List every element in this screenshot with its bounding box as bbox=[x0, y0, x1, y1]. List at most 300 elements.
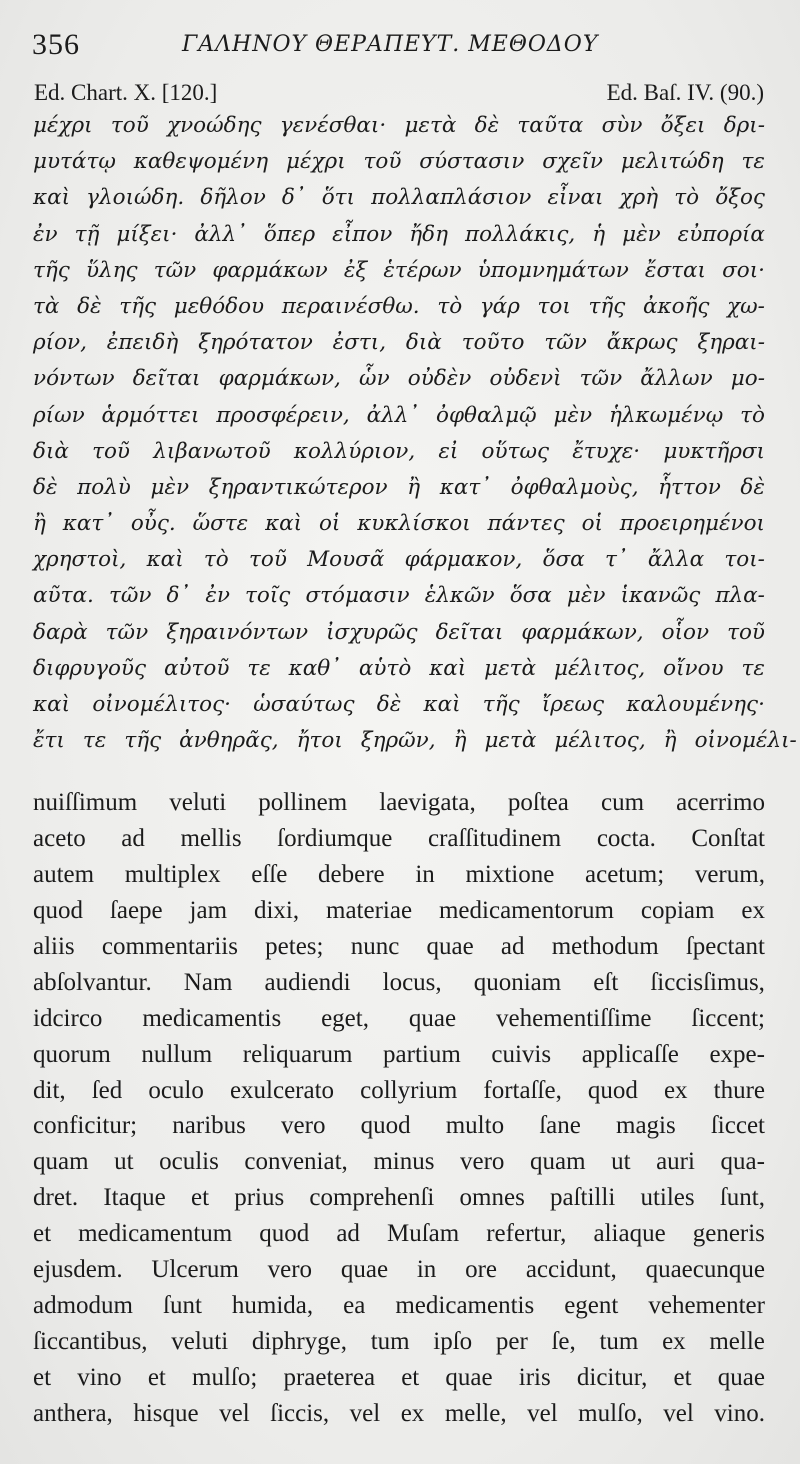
word: οἱ bbox=[318, 511, 341, 537]
word: ſiccisſimus, bbox=[650, 968, 765, 996]
word: ξηραινόντων bbox=[166, 619, 309, 645]
word: nuiſſimum bbox=[33, 789, 138, 816]
word: τῶν bbox=[108, 583, 152, 609]
word: ἀκοῆς bbox=[642, 293, 710, 319]
word: mulſo, bbox=[578, 1399, 643, 1427]
word: ſordiumque bbox=[277, 824, 393, 852]
word: τοῦ bbox=[92, 438, 131, 464]
word: καὶ bbox=[265, 511, 303, 537]
word: quorum bbox=[33, 1040, 111, 1068]
word: abſolvantur. bbox=[33, 968, 152, 996]
running-title: ΓΑΛΗΝΟΥ ΘΕΡΑΠΕΥΤ. ΜΕΘΟΔΟΥ bbox=[182, 32, 599, 57]
word: τ᾽ bbox=[604, 547, 628, 573]
word: expe- bbox=[709, 1040, 765, 1068]
word: tum bbox=[599, 1328, 639, 1356]
word: eſſe bbox=[251, 860, 288, 888]
word: ex bbox=[662, 1328, 686, 1356]
word: aliaque bbox=[593, 1220, 666, 1248]
word: δαρὰ bbox=[33, 619, 88, 645]
word: προειρημένοι bbox=[619, 511, 765, 537]
word: τῶν bbox=[153, 257, 197, 283]
word: τῆς bbox=[124, 728, 162, 754]
word: applicaſſe bbox=[581, 1040, 679, 1068]
word: ἔτυχε· bbox=[572, 438, 641, 464]
word: nullum bbox=[141, 1040, 213, 1068]
word: δεῖται bbox=[132, 366, 201, 392]
word: magis bbox=[616, 1112, 676, 1140]
word: διφρυγοῦς bbox=[33, 655, 147, 681]
word: ὡσαύτως bbox=[253, 692, 355, 717]
word: ἄκρως bbox=[606, 330, 678, 356]
word: craſſitudinem bbox=[427, 824, 562, 852]
word: ὅτι bbox=[321, 185, 355, 211]
greek-text-line bbox=[33, 542, 765, 578]
word: naribus bbox=[172, 1112, 246, 1140]
word: melle bbox=[709, 1328, 765, 1356]
word: admodum bbox=[33, 1292, 133, 1320]
greek-text-line bbox=[33, 253, 765, 289]
word: minus bbox=[373, 1148, 435, 1176]
word: quae bbox=[717, 1364, 765, 1391]
word: vel bbox=[219, 1399, 250, 1427]
word: κατ᾽ bbox=[62, 511, 114, 537]
word: materiae bbox=[326, 896, 413, 924]
latin-text-line bbox=[33, 1288, 765, 1324]
word: audiendi bbox=[264, 968, 351, 996]
word: καλουμένης· bbox=[626, 692, 765, 717]
word: σοι· bbox=[722, 257, 765, 283]
word: ταῦτα bbox=[517, 113, 584, 138]
word: ὥστε bbox=[192, 511, 249, 537]
word: τῆς bbox=[588, 293, 626, 319]
word: et bbox=[190, 1184, 210, 1212]
greek-text-line bbox=[33, 434, 765, 470]
word: generis bbox=[692, 1220, 765, 1248]
word: dit, bbox=[33, 1076, 66, 1104]
word: et bbox=[673, 1364, 692, 1391]
word: ejusdem. bbox=[33, 1256, 123, 1284]
word: per bbox=[495, 1328, 528, 1356]
word: vel bbox=[663, 1399, 694, 1427]
word: ex bbox=[400, 1399, 425, 1427]
word: et bbox=[401, 1364, 420, 1391]
word: τῆς bbox=[33, 257, 70, 283]
word: δεῖται bbox=[435, 619, 504, 645]
word: δ᾽ bbox=[281, 185, 306, 211]
word: oculis bbox=[159, 1148, 219, 1176]
word: οἰνομέλιτος· bbox=[92, 692, 231, 717]
word: cum bbox=[600, 789, 645, 816]
word: δὲ bbox=[376, 692, 402, 717]
word: κολλύριον, bbox=[293, 438, 416, 464]
word: δρι- bbox=[723, 113, 765, 138]
word: quod bbox=[587, 1076, 638, 1104]
word: μο- bbox=[730, 366, 765, 392]
word: ρίον, bbox=[33, 330, 87, 356]
word: mellis bbox=[180, 824, 242, 852]
word: εὐπορία bbox=[677, 221, 765, 247]
word: eget, bbox=[321, 1004, 369, 1032]
word: dixi, bbox=[253, 896, 300, 924]
word: ἤδη bbox=[409, 221, 448, 247]
word: λιβανωτοῦ bbox=[153, 438, 271, 464]
word: ipſo bbox=[433, 1328, 473, 1356]
latin-text-column bbox=[33, 785, 765, 1432]
word: προσφέρειν, bbox=[216, 402, 350, 428]
word: exulcerato bbox=[229, 1076, 335, 1104]
edition-basel-reference: Ed. Baſ. IV. (90.) bbox=[606, 80, 764, 105]
word: mixtione bbox=[465, 860, 555, 888]
word: ore bbox=[465, 1256, 498, 1284]
word: ἐν bbox=[33, 221, 58, 247]
word: μυκτῆρσι bbox=[663, 438, 765, 464]
word: πολλαπλάσιον bbox=[371, 185, 532, 211]
word: οἷον bbox=[661, 619, 710, 645]
word: ἢ bbox=[407, 474, 421, 500]
word: τῶν bbox=[579, 366, 623, 392]
word: μὲν bbox=[566, 583, 606, 609]
word: ἢ bbox=[453, 728, 467, 754]
latin-text-line bbox=[33, 1180, 765, 1216]
word: omnes bbox=[459, 1184, 525, 1212]
word: ἔσται bbox=[644, 257, 706, 283]
word: ἤτοι bbox=[296, 728, 343, 754]
running-head bbox=[32, 28, 760, 64]
word: τῆς bbox=[482, 692, 520, 717]
word: τῶν bbox=[105, 619, 149, 645]
word: ſiccantibus, bbox=[33, 1328, 148, 1356]
greek-text-line bbox=[33, 361, 765, 397]
word: melle, bbox=[444, 1399, 507, 1427]
word: μέλιτος, bbox=[554, 728, 646, 754]
word: conficitur; bbox=[33, 1112, 138, 1140]
word: medicamentis bbox=[142, 1004, 282, 1032]
word: comprehenſi bbox=[309, 1184, 435, 1212]
page-number: 356 bbox=[32, 28, 80, 61]
word: ſed bbox=[91, 1076, 123, 1104]
word: vino. bbox=[714, 1399, 765, 1427]
word: ἑλκῶν bbox=[424, 583, 495, 609]
latin-text-line bbox=[33, 1108, 765, 1144]
word: ὄξει bbox=[660, 113, 706, 138]
word: jam bbox=[189, 896, 228, 924]
word: μέχρι bbox=[33, 113, 93, 138]
word: μέχρι bbox=[286, 149, 346, 175]
word: auri bbox=[656, 1148, 695, 1176]
word: ἐν bbox=[205, 583, 230, 609]
word: ſpectant bbox=[685, 932, 765, 960]
word: conveniat, bbox=[244, 1148, 348, 1176]
latin-text-line bbox=[33, 893, 765, 929]
word: Ulcerum bbox=[151, 1256, 239, 1284]
greek-text-line bbox=[33, 289, 765, 325]
word: ad bbox=[336, 1220, 360, 1248]
word: οὐδενὶ bbox=[489, 366, 562, 392]
word: ὀφθαλμοὺς, bbox=[510, 474, 639, 500]
word: τὰ bbox=[33, 293, 60, 319]
word: κυκλίσκοι bbox=[357, 511, 471, 537]
word: verum, bbox=[694, 860, 765, 888]
word: petes; bbox=[265, 932, 324, 960]
word: thure bbox=[713, 1076, 765, 1104]
word: ὅσα bbox=[509, 583, 552, 609]
greek-text-line bbox=[33, 398, 765, 434]
word: quoniam bbox=[473, 968, 562, 996]
word: καθεψομένη bbox=[133, 149, 269, 175]
word: οἰνομέλι- bbox=[694, 728, 797, 754]
word: καὶ bbox=[33, 185, 71, 211]
word: Conſtat bbox=[691, 824, 765, 852]
word: οὐδὲν bbox=[407, 366, 472, 392]
greek-text-line bbox=[33, 578, 765, 614]
word: locus, bbox=[382, 968, 442, 996]
word: οἱ bbox=[581, 511, 603, 537]
word: αὑτὸ bbox=[358, 655, 412, 681]
word: quae bbox=[445, 1364, 493, 1391]
word: μίξει· bbox=[116, 221, 178, 247]
edition-chartier-reference: Ed. Chart. X. [120.] bbox=[34, 80, 218, 105]
word: πολὺ bbox=[77, 474, 131, 500]
word: δῆλον bbox=[200, 185, 266, 211]
edition-references bbox=[34, 80, 764, 110]
word: aceto bbox=[33, 824, 86, 852]
word: μετὰ bbox=[404, 113, 457, 138]
word: medicamentum bbox=[78, 1220, 233, 1248]
word: ſaepe bbox=[109, 896, 163, 924]
word: τοῦ bbox=[248, 547, 287, 573]
word: Itaque bbox=[103, 1184, 166, 1212]
word: τοῦτο bbox=[461, 330, 525, 356]
word: poſtea bbox=[507, 789, 569, 816]
greek-text-line bbox=[33, 180, 765, 216]
word: vehementer bbox=[648, 1292, 765, 1320]
greek-text-column bbox=[33, 108, 797, 759]
word: vel bbox=[349, 1399, 381, 1427]
greek-text-line bbox=[33, 217, 765, 253]
latin-text-line bbox=[33, 1144, 765, 1180]
word: τῇ bbox=[74, 221, 100, 247]
word: καὶ bbox=[423, 692, 461, 717]
word: quae bbox=[426, 932, 474, 960]
word: χνοώδης bbox=[167, 113, 262, 138]
word: τὸ bbox=[203, 547, 229, 573]
greek-text-line bbox=[33, 615, 765, 651]
word: ſe, bbox=[551, 1328, 576, 1356]
word: σύστασιν bbox=[419, 149, 525, 175]
word: τε bbox=[82, 728, 107, 754]
latin-text-line bbox=[33, 965, 765, 1001]
word: καὶ bbox=[33, 692, 71, 717]
word: τοι bbox=[537, 293, 571, 319]
word: ἧττον bbox=[658, 474, 721, 500]
word: γάρ bbox=[479, 293, 520, 319]
word: ἀνθηρᾶς, bbox=[179, 728, 279, 754]
word: ξηρότατον bbox=[198, 330, 313, 356]
word: τὸ bbox=[740, 402, 765, 428]
latin-text-line bbox=[33, 1037, 765, 1073]
word: ſiccis, bbox=[270, 1399, 330, 1427]
word: in bbox=[416, 1256, 437, 1284]
greek-text-line bbox=[33, 651, 765, 687]
word: ut bbox=[114, 1148, 134, 1176]
latin-text-line bbox=[33, 1252, 765, 1288]
greek-text-line bbox=[33, 470, 765, 506]
word: ξηραντικώτερον bbox=[208, 474, 388, 500]
word: ὧν bbox=[359, 366, 390, 392]
word: medicamentorum bbox=[438, 896, 614, 924]
greek-text-line bbox=[33, 325, 765, 361]
word: cuivis bbox=[491, 1040, 552, 1068]
word: ὑπομνημάτων bbox=[477, 257, 629, 283]
word: φαρμάκων, bbox=[521, 619, 644, 645]
word: τὸ bbox=[437, 293, 463, 319]
word: εἶναι bbox=[547, 185, 604, 211]
word: hisque bbox=[133, 1399, 199, 1427]
word: methodum bbox=[551, 932, 659, 960]
word: δὲ bbox=[33, 474, 58, 500]
word: vel bbox=[527, 1399, 558, 1427]
word: quod bbox=[33, 896, 83, 924]
word: in bbox=[415, 860, 435, 888]
word: ρίων bbox=[33, 402, 85, 428]
word: ξηραι- bbox=[697, 330, 765, 356]
word: μυτάτῳ bbox=[33, 149, 116, 175]
word: prius bbox=[234, 1184, 285, 1212]
word: μὲν bbox=[150, 474, 190, 500]
word: vino bbox=[77, 1364, 122, 1391]
word: nunc bbox=[350, 932, 400, 960]
latin-text-line bbox=[33, 929, 765, 965]
greek-text-line bbox=[33, 687, 765, 723]
word: χρὴ bbox=[619, 185, 659, 211]
word: ἀλλ᾽ bbox=[366, 402, 420, 428]
word: ut bbox=[611, 1148, 631, 1176]
word: περαινέσθω. bbox=[281, 293, 420, 319]
word: ad bbox=[121, 824, 145, 852]
word: ἰσχυρῶς bbox=[326, 619, 418, 645]
word: mulſo; bbox=[192, 1364, 258, 1391]
word: αὐτοῦ bbox=[163, 655, 230, 681]
word: quod bbox=[360, 1112, 411, 1140]
latin-text-line bbox=[33, 1324, 765, 1360]
word: ὄξος bbox=[715, 185, 765, 211]
word: praeterea bbox=[283, 1364, 376, 1391]
word: φαρμάκων bbox=[212, 257, 328, 283]
word: ἄλλα bbox=[647, 547, 705, 573]
latin-text-line bbox=[33, 1073, 765, 1109]
word: ad bbox=[500, 932, 525, 960]
word: ἐπειδὴ bbox=[106, 330, 179, 356]
word: idcirco bbox=[33, 1004, 103, 1032]
word: ſane bbox=[539, 1112, 581, 1140]
word: χρηστοὶ, bbox=[33, 547, 127, 573]
word: quae bbox=[408, 1004, 457, 1032]
word: τῶν bbox=[544, 330, 587, 356]
word: ex bbox=[741, 896, 765, 924]
word: δὲ bbox=[77, 293, 102, 319]
word: ἴρεως bbox=[541, 692, 605, 717]
latin-text-line bbox=[33, 821, 765, 857]
word: οὕτως bbox=[481, 438, 550, 464]
greek-text-line bbox=[33, 108, 765, 144]
word: multiplex bbox=[124, 860, 221, 888]
word: μὲν bbox=[553, 402, 593, 428]
greek-text-line bbox=[33, 506, 765, 542]
word: commentariis bbox=[101, 932, 238, 960]
word: anthera, bbox=[33, 1399, 113, 1427]
word: καθ᾽ bbox=[288, 655, 341, 681]
word: φάρμακον, bbox=[404, 547, 523, 573]
word: collyrium bbox=[360, 1076, 458, 1104]
word: ſiccent; bbox=[691, 1004, 765, 1032]
word: veluti bbox=[171, 1328, 229, 1356]
word: laevigata, bbox=[379, 789, 476, 816]
word: καὶ bbox=[146, 547, 184, 573]
word: Nam bbox=[183, 968, 233, 996]
word: μελιτώδη bbox=[620, 149, 724, 175]
word: ἢ bbox=[33, 511, 46, 537]
word: διὰ bbox=[405, 330, 442, 356]
word: humida, bbox=[231, 1292, 314, 1320]
word: iris bbox=[518, 1364, 551, 1391]
word: ἡλκωμένῳ bbox=[608, 402, 724, 428]
word: σὺν bbox=[601, 113, 643, 138]
word: quam bbox=[529, 1148, 586, 1176]
word: ἢ bbox=[663, 728, 677, 754]
word: ἀλλ᾽ bbox=[194, 221, 247, 247]
word: τοῦ bbox=[727, 619, 765, 645]
word: cocta. bbox=[596, 824, 656, 852]
word: et bbox=[33, 1364, 52, 1391]
word: ſunt, bbox=[719, 1184, 765, 1212]
word: acetum; bbox=[585, 860, 665, 888]
word: dicitur, bbox=[576, 1364, 648, 1391]
word: τοῖς bbox=[245, 583, 291, 609]
word: ſiccet bbox=[710, 1112, 765, 1140]
latin-text-line bbox=[33, 785, 765, 821]
word: pollinem bbox=[258, 789, 348, 816]
latin-text-line bbox=[33, 1216, 765, 1252]
word: multo bbox=[445, 1112, 505, 1140]
word: μετὰ bbox=[484, 655, 537, 681]
word: Muſam bbox=[386, 1220, 460, 1248]
word: dret. bbox=[33, 1184, 79, 1212]
word: ea bbox=[343, 1292, 366, 1320]
latin-text-line bbox=[33, 1001, 765, 1037]
word: vero bbox=[281, 1112, 326, 1140]
word: δὲ bbox=[740, 474, 765, 500]
word: vero bbox=[460, 1148, 505, 1176]
word: τε bbox=[741, 149, 765, 175]
word: et bbox=[147, 1364, 166, 1391]
word: oculo bbox=[148, 1076, 204, 1104]
word: ἱκανῶς bbox=[620, 583, 701, 609]
word: partium bbox=[383, 1040, 461, 1068]
word: paſtilli bbox=[550, 1184, 616, 1212]
word: φαρμάκων, bbox=[218, 366, 341, 392]
word: μεθόδου bbox=[173, 293, 265, 319]
word: δὲ bbox=[474, 113, 500, 138]
word: τοῦ bbox=[363, 149, 402, 175]
latin-text-line bbox=[33, 1360, 765, 1396]
word: refertur, bbox=[486, 1220, 567, 1248]
word: οἴνου bbox=[663, 655, 724, 681]
word: ἄλλων bbox=[640, 366, 713, 392]
word: εἰ bbox=[438, 438, 459, 464]
word: copiam bbox=[640, 896, 715, 924]
word: γενέσθαι· bbox=[279, 113, 387, 138]
word: ex bbox=[663, 1076, 688, 1104]
